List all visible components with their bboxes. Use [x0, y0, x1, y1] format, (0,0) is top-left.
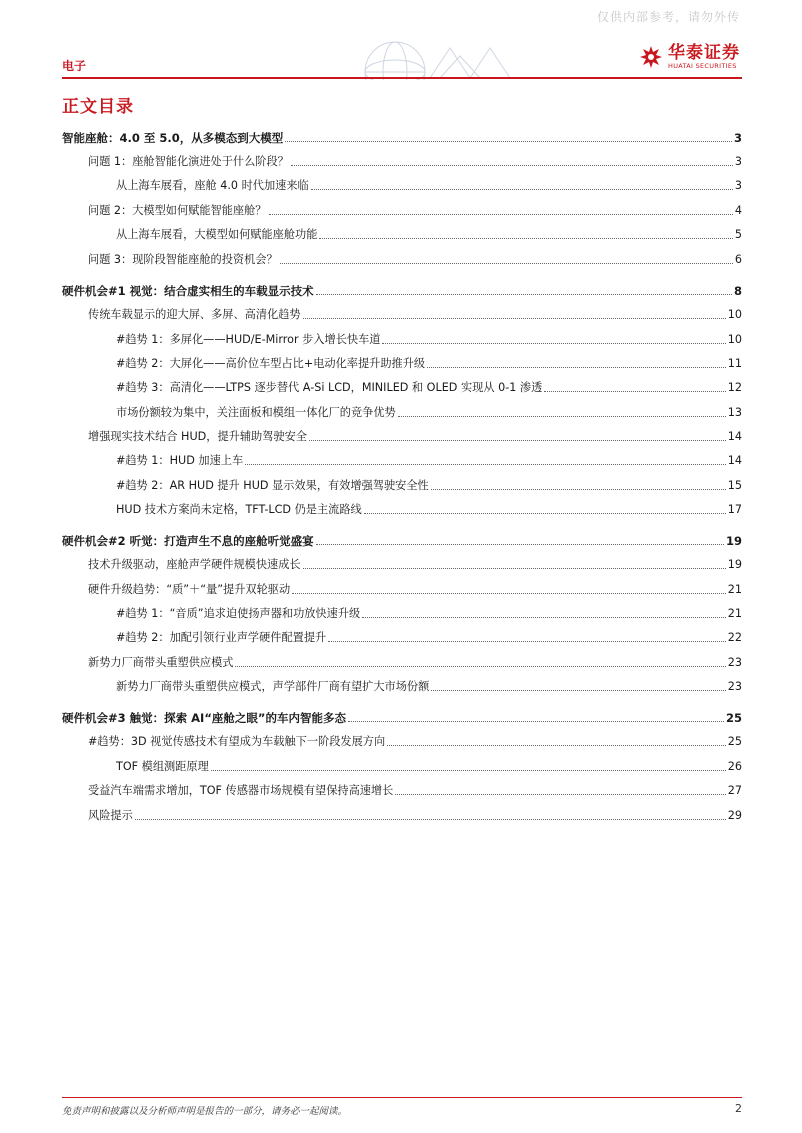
toc-entry-title: #趋势 2：AR HUD 提升 HUD 显示效果，有效增强驾驶安全性: [116, 479, 429, 492]
logo-name-en: HUATAI SECURITIES: [668, 62, 737, 70]
toc-entry-title: TOF 模组测距原理: [116, 760, 209, 773]
toc-leader-dots: [309, 440, 726, 441]
toc-entry-page: 22: [727, 631, 742, 644]
toc-entry-page: 25: [725, 711, 742, 725]
header-decoration: [300, 34, 530, 80]
toc-entry-page: 6: [734, 253, 742, 266]
toc-entry-page: 11: [727, 357, 742, 370]
toc-entry-title: 智能座舱：4.0 至 5.0，从多模态到大模型: [62, 131, 284, 145]
toc-entry-title: #趋势 2：大屏化——高价位车型占比+电动化率提升助推升级: [116, 357, 426, 370]
toc-entry-level-2[interactable]: [88, 808, 742, 824]
toc-entry-title: 从上海车展看，大模型如何赋能座舱功能: [116, 228, 318, 241]
toc-entry-level-2[interactable]: [88, 429, 742, 445]
toc-entry-level-3[interactable]: [116, 227, 742, 243]
toc-leader-dots: [311, 189, 733, 190]
toc-entry-page: 4: [734, 204, 742, 217]
toc-entry-level-2[interactable]: [88, 783, 742, 799]
toc-entry-level-2[interactable]: [88, 734, 742, 750]
toc-leader-dots: [431, 489, 726, 490]
header-divider: [62, 77, 742, 79]
toc-leader-dots: [387, 745, 726, 746]
toc-entry-page: 14: [727, 430, 742, 443]
toc-entry-page: 5: [734, 228, 742, 241]
toc-leader-dots: [280, 263, 733, 264]
toc-entry-page: 15: [727, 479, 742, 492]
toc-entry-page: 13: [727, 406, 742, 419]
toc-leader-dots: [427, 367, 726, 368]
toc-entry-title: 硬件机会#1 视觉：结合虚实相生的车载显示技术: [62, 284, 314, 298]
toc-entry-level-3[interactable]: [116, 453, 742, 469]
toc-entry-title: 新势力厂商带头重塑供应模式: [88, 656, 234, 669]
toc-entry-page: 23: [727, 656, 742, 669]
footer-disclaimer: 免责声明和披露以及分析师声明是报告的一部分，请务必一起阅读。: [62, 1106, 348, 1117]
toc-entry-page: 23: [727, 680, 742, 693]
toc-entry-title: 风险提示: [88, 809, 133, 822]
toc-leader-dots: [319, 238, 732, 239]
toc-leader-dots: [544, 391, 725, 392]
huatai-logo-icon: [638, 44, 664, 70]
toc-entry-level-3[interactable]: [116, 606, 742, 622]
toc-entry-page: 8: [733, 284, 742, 298]
toc-leader-dots: [303, 568, 726, 569]
toc-entry-title: #趋势 2：加配引领行业声学硬件配置提升: [116, 631, 327, 644]
toc-entry-title: #趋势 1：HUD 加速上车: [116, 454, 244, 467]
toc-entry-level-2[interactable]: [88, 203, 742, 219]
toc-entry-level-1[interactable]: [62, 130, 742, 146]
toc-leader-dots: [328, 641, 726, 642]
toc-entry-page: 17: [727, 503, 742, 516]
toc-entry-title: #趋势：3D 视觉传感技术有望成为车载触下一阶段发展方向: [88, 735, 386, 748]
toc-entry-level-2[interactable]: [88, 307, 742, 323]
toc-entry-page: 19: [727, 558, 742, 571]
toc-entry-page: 10: [727, 333, 742, 346]
toc-entry-level-2[interactable]: [88, 154, 742, 170]
toc-leader-dots: [431, 690, 725, 691]
toc-leader-dots: [235, 666, 725, 667]
toc-entry-page: 10: [727, 308, 742, 321]
toc-entry-title: #趋势 1：多屏化——HUD/E-Mirror 步入增长快车道: [116, 333, 381, 346]
toc-leader-dots: [316, 544, 724, 545]
toc-entry-title: 问题 3：现阶段智能座舱的投资机会？: [88, 253, 278, 266]
toc-entry-title: 硬件升级趋势：“质”＋“量”提升双轮驱动: [88, 583, 291, 596]
toc-entry-level-1[interactable]: [62, 533, 742, 549]
toc-entry-title: 增强现实技术结合 HUD，提升辅助驾驶安全: [88, 430, 307, 443]
toc-leader-dots: [245, 464, 726, 465]
toc-entry-level-3[interactable]: [116, 178, 742, 194]
toc-entry-title: 新势力厂商带头重塑供应模式，声学部件厂商有望扩大市场份额: [116, 680, 430, 693]
toc-title: 正文目录: [62, 97, 134, 117]
toc-entry-title: 受益汽车端需求增加，TOF 传感器市场规模有望保持高速增长: [88, 784, 394, 797]
toc-leader-dots: [303, 318, 726, 319]
watermark: 仅供内部参考，请勿外传: [596, 10, 740, 24]
toc-entry-level-1[interactable]: [62, 710, 742, 726]
toc-leader-dots: [395, 794, 725, 795]
toc-entry-title: #趋势 1：“音质”追求迫使扬声器和功放快速升级: [116, 607, 361, 620]
footer-divider: [62, 1097, 742, 1098]
toc-leader-dots: [292, 593, 726, 594]
toc-entry-title: 从上海车展看，座舱 4.0 时代加速来临: [116, 179, 309, 192]
toc-entry-level-2[interactable]: [88, 557, 742, 573]
toc-entry-page: 12: [727, 381, 742, 394]
toc-entry-title: 传统车载显示的迎大屏、多屏、高清化趋势: [88, 308, 301, 321]
toc-leader-dots: [398, 416, 726, 417]
toc-entry-level-2[interactable]: [88, 655, 742, 671]
toc-entry-title: 硬件机会#3 触觉：探索 AI“座舱之眼”的车内智能多态: [62, 711, 346, 725]
section-label: 电子: [62, 59, 87, 73]
toc-leader-dots: [291, 165, 733, 166]
toc-entry-level-3[interactable]: [116, 478, 742, 494]
toc-leader-dots: [285, 141, 732, 142]
toc-entry-title: 技术升级驱动，座舱声学硬件规模快速成长: [88, 558, 301, 571]
toc-entry-title: 市场份额较为集中，关注面板和模组一体化厂的竞争优势: [116, 406, 396, 419]
toc-entry-level-3[interactable]: [116, 332, 742, 348]
toc-entry-level-3[interactable]: [116, 380, 742, 396]
toc-leader-dots: [316, 294, 732, 295]
toc-entry-level-3[interactable]: [116, 679, 742, 695]
logo-name-cn: 华泰证券: [668, 43, 740, 63]
toc-entry-page: 21: [727, 607, 742, 620]
toc-entry-level-2[interactable]: [88, 582, 742, 598]
toc-leader-dots: [348, 721, 724, 722]
toc-entry-level-3[interactable]: [116, 356, 742, 372]
toc-leader-dots: [382, 343, 725, 344]
toc-entry-title: 问题 1：座舱智能化演进处于什么阶段？: [88, 155, 289, 168]
toc-entry-page: 25: [727, 735, 742, 748]
toc-entry-page: 3: [733, 131, 742, 145]
toc-entry-level-1[interactable]: [62, 283, 742, 299]
toc-entry-page: 21: [727, 583, 742, 596]
toc-entry-page: 3: [734, 179, 742, 192]
toc-entry-level-3[interactable]: [116, 502, 742, 518]
toc-leader-dots: [362, 617, 726, 618]
brand-logo: [638, 44, 740, 70]
toc-entry-title: 硬件机会#2 听觉：打造声生不息的座舱听觉盛宴: [62, 534, 314, 548]
toc-entry-level-3[interactable]: [116, 759, 742, 775]
toc-entry-title: 问题 2：大模型如何赋能智能座舱？: [88, 204, 267, 217]
toc-entry-page: 27: [727, 784, 742, 797]
toc-entry-level-2[interactable]: [88, 252, 742, 268]
toc-leader-dots: [211, 770, 726, 771]
toc-entry-level-3[interactable]: [116, 630, 742, 646]
toc-entry-page: 26: [727, 760, 742, 773]
toc-leader-dots: [364, 513, 726, 514]
toc-entry-page: 14: [727, 454, 742, 467]
toc-entry-page: 29: [727, 809, 742, 822]
toc-entry-page: 3: [734, 155, 742, 168]
toc-entry-title: HUD 技术方案尚未定格，TFT-LCD 仍是主流路线: [116, 503, 362, 516]
toc-leader-dots: [269, 214, 733, 215]
page-number: 2: [735, 1102, 742, 1115]
toc-entry-page: 19: [725, 534, 742, 548]
toc-entry-level-3[interactable]: [116, 405, 742, 421]
toc-leader-dots: [135, 819, 726, 820]
toc-entry-title: #趋势 3：高清化——LTPS 逐步替代 A-Si LCD，MINILED 和 OLED 实现从 0-1 渗透: [116, 381, 543, 394]
